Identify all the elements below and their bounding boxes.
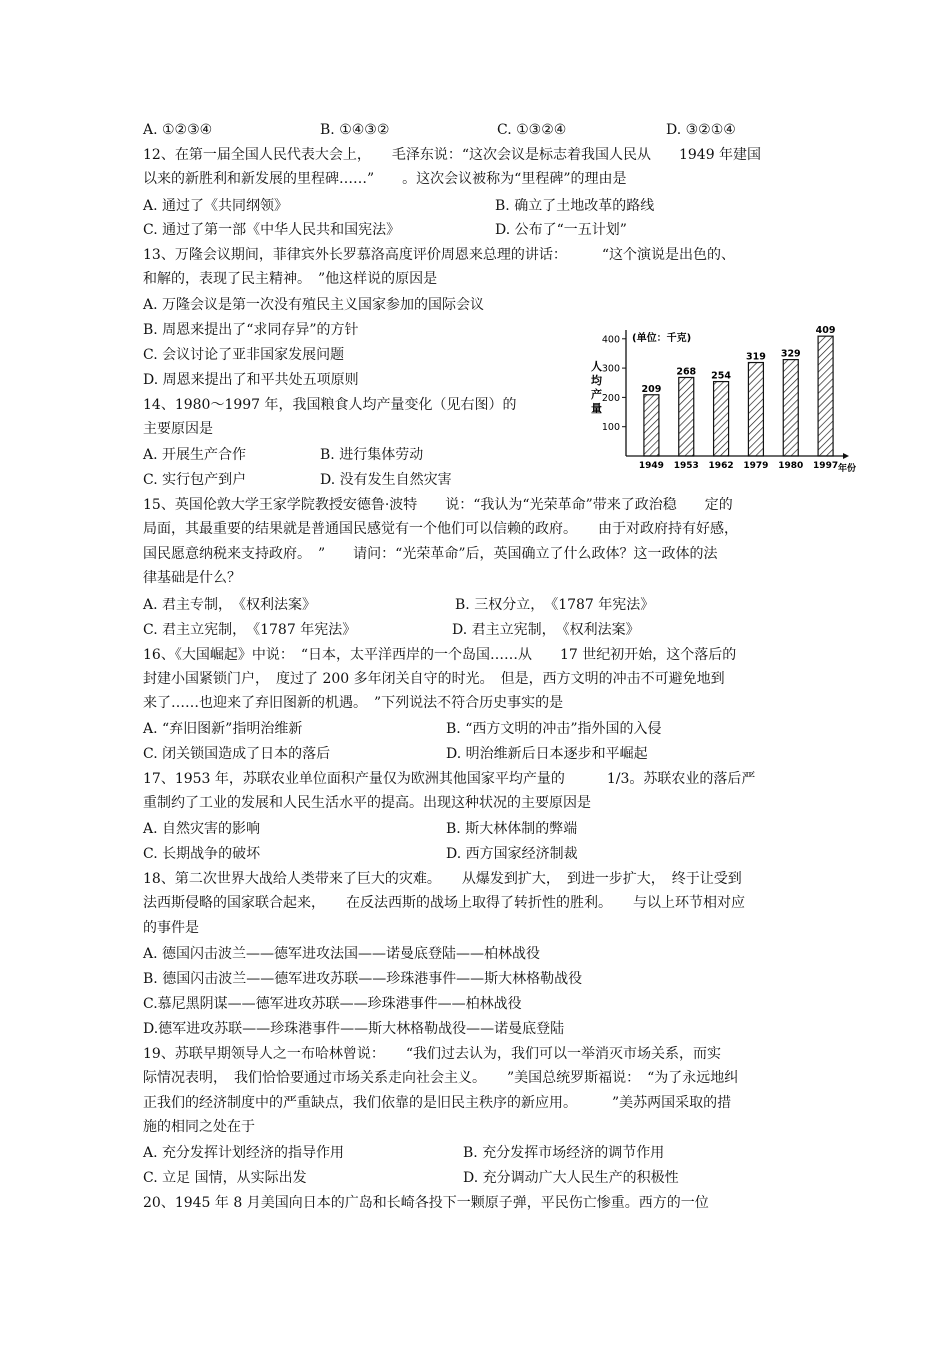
q16-option-d: D. 明治维新后日本逐步和平崛起: [446, 746, 648, 762]
q13-option-a: A. 万隆会议是第一次没有殖民主义国家参加的国际会议: [143, 297, 485, 313]
q13-line-2: 和解的，表现了民主精神。 ”他这样说的原因是: [143, 271, 438, 287]
q18-line-2: 法西斯侵略的国家联合起来， 在反法西斯的战场上取得了转折性的胜利。 与以上环节相对应: [143, 895, 745, 911]
q16-option-a: A. “弃旧图新”指明治维新: [143, 721, 303, 737]
q18-option-a: A. 德国闪击波兰——德军进攻法国——诺曼底登陆——柏林战役: [143, 946, 541, 962]
q13-line-1: 13、万隆会议期间，菲律宾外长罗慕洛高度评价周恩来总理的讲话： “这个演说是出色的、: [143, 247, 735, 263]
q19-line-4: 施的相同之处在于: [143, 1119, 255, 1135]
chart-x-arrow: [843, 453, 849, 459]
chart-bar-value-label: 254: [711, 370, 732, 382]
q11-option-c: C. ①③②④: [497, 122, 567, 138]
q18-option-c: C.慕尼黑阴谋——德军进攻苏联——珍珠港事件——柏林战役: [143, 996, 522, 1012]
q16-line-3: 来了……也迎来了弃旧图新的机遇。 ”下列说法不符合历史事实的是: [143, 695, 564, 711]
q16-line-2: 封建小国紧锁门户， 度过了 200 多年闭关自守的时光。 但是，西方文明的冲击不可避免地到: [143, 671, 725, 687]
chart-x-tick-label: 1997: [813, 461, 839, 471]
chart-y-tick-label: 400: [601, 334, 620, 346]
q19-line-3: 正我们的经济制度中的严重缺点，我们依靠的是旧民主秩序的新应用。 ”美苏两国采取的措: [143, 1095, 732, 1111]
q19-option-c: C. 立足 国情，从实际出发: [143, 1170, 307, 1186]
chart-bar: [679, 377, 694, 456]
q14-option-b: B. 进行集体劳动: [320, 447, 424, 463]
q18-line-1: 18、第二次世界大战给人类带来了巨大的灾难。 从爆发到扩大， 到进一步扩大， 终于让受到: [143, 871, 742, 887]
q12-option-c: C. 通过了第一部《中华人民共和国宪法》: [143, 222, 401, 238]
q15-line-1: 15、英国伦敦大学王家学院教授安德鲁·波特 说：“我认为“光荣革命”带来了政治稳 定的: [143, 497, 733, 513]
q14-option-a: A. 开展生产合作: [143, 447, 247, 463]
q15-option-b: B. 三权分立， 《1787 年宪法》: [455, 597, 655, 613]
chart-ylabel-char: 产: [591, 388, 602, 401]
q11-option-a: A. ①②③④: [143, 122, 213, 138]
q17-option-a: A. 自然灾害的影响: [143, 821, 261, 837]
q12-line-2: 以来的新胜利和新发展的里程碑……” 。这次会议被称为“里程碑”的理由是: [143, 171, 627, 187]
q13-option-d: D. 周恩来提出了和平共处五项原则: [143, 372, 359, 388]
chart-bar: [818, 336, 833, 456]
q12-line-1: 12、在第一届全国人民代表大会上， 毛泽东说：“这次会议是标志着我国人民从 1949 年建国: [143, 147, 762, 163]
q15-option-c: C. 君主立宪制， 《1787 年宪法》: [143, 622, 357, 638]
q13-option-b: B. 周恩来提出了“求同存异”的方针: [143, 322, 359, 338]
grain-per-capita-chart: [588, 326, 864, 476]
q12-option-b: B. 确立了土地改革的路线: [495, 198, 655, 214]
q15-line-4: 律基础是什么？: [143, 570, 241, 586]
q12-option-d: D. 公布了“一五计划”: [495, 222, 627, 238]
chart-bar-value-label: 268: [676, 366, 697, 378]
q14-option-c: C. 实行包产到户: [143, 472, 247, 488]
q12-option-a: A. 通过了《共同纲领》: [143, 198, 289, 214]
chart-y-tick-label: 300: [601, 363, 620, 375]
q17-option-b: B. 斯大林体制的弊端: [446, 821, 578, 837]
q16-option-b: B. “西方文明的冲击”指外国的入侵: [446, 721, 662, 737]
q19-line-1: 19、苏联早期领导人之一布哈林曾说： “我们过去认为，我们可以一举消灭市场关系，而实: [143, 1046, 721, 1062]
chart-bar: [644, 395, 659, 456]
chart-x-tick-label: 1962: [708, 461, 734, 471]
q17-option-d: D. 西方国家经济制裁: [446, 846, 578, 862]
q16-line-1: 16、《大国崛起》中说： “日本，太平洋西岸的一个岛国……从 17 世纪初开始，这个落后的: [143, 647, 737, 663]
chart-x-tick-label: 1949: [638, 461, 664, 471]
chart-bar-value-label: 209: [641, 383, 662, 395]
q15-option-d: D. 君主立宪制， 《权利法案》: [452, 622, 640, 638]
q14-line-1: 14、1980～1997 年，我国粮食人均产量变化（见右图）的: [143, 397, 517, 413]
chart-bar: [714, 382, 729, 456]
chart-bar-value-label: 329: [780, 348, 801, 360]
chart-ylabel-char: 量: [591, 402, 602, 415]
chart-x-tick-label: 1953: [673, 461, 699, 471]
chart-ylabel-char: 均: [591, 374, 602, 387]
chart-bar-value-label: 409: [815, 326, 836, 337]
q18-option-b: B. 德国闪击波兰——德军进攻苏联——珍珠港事件——斯大林格勒战役: [143, 971, 583, 987]
q15-option-a: A. 君主专制， 《权利法案》: [143, 597, 317, 613]
q16-option-c: C. 闭关锁国造成了日本的落后: [143, 746, 331, 762]
chart-bar-value-label: 319: [745, 351, 766, 363]
q20-line-1: 20、1945 年 8 月美国向日本的广岛和长崎各投下一颗原子弹，平民伤亡惨重。西方的一位: [143, 1195, 709, 1211]
q18-option-d: D.德军进攻苏联——珍珠港事件——斯大林格勒战役——诺曼底登陆: [143, 1021, 565, 1037]
q11-option-d: D. ③②①④: [666, 122, 736, 138]
chart-x-tick-label: 1980: [778, 461, 804, 471]
chart-xlabel: 年份: [838, 464, 857, 474]
q11-option-b: B. ①④③②: [320, 122, 390, 138]
chart-y-tick-label: 200: [601, 392, 620, 404]
q17-option-c: C. 长期战争的破坏: [143, 846, 261, 862]
q17-line-1: 17、1953 年，苏联农业单位面积产量仅为欧洲其他国家平均产量的 1/3。苏联农业的落后严: [143, 771, 756, 787]
q19-line-2: 际情况表明， 我们恰恰要通过市场关系走向社会主义。 ”美国总统罗斯福说： “为了永远地纠: [143, 1070, 739, 1086]
q17-line-2: 重制约了工业的发展和人民生活水平的提高。出现这种状况的主要原因是: [143, 795, 591, 811]
chart-bar: [783, 360, 798, 456]
chart-unit-label: (单位：千克): [632, 333, 692, 344]
chart-bar: [748, 363, 763, 456]
chart-ylabel-char: 人: [591, 360, 602, 373]
q18-line-3: 的事件是: [143, 920, 199, 936]
q14-option-d: D. 没有发生自然灾害: [320, 472, 452, 488]
q14-line-2: 主要原因是: [143, 421, 213, 437]
q19-option-a: A. 充分发挥计划经济的指导作用: [143, 1145, 345, 1161]
q19-option-b: B. 充分发挥市场经济的调节作用: [463, 1145, 665, 1161]
q13-option-c: C. 会议讨论了亚非国家发展问题: [143, 347, 345, 363]
q15-line-2: 局面，其最重要的结果就是普通国民感觉有一个他们可以信赖的政府。 由于对政府持有好感，: [143, 521, 738, 537]
chart-y-tick-label: 100: [601, 422, 620, 434]
q15-line-3: 国民愿意纳税来支持政府。 ” 请问：“光荣革命”后，英国确立了什么政体？这一政体的法: [143, 546, 718, 562]
q19-option-d: D. 充分调动广大人民生产的积极性: [463, 1170, 679, 1186]
chart-x-tick-label: 1979: [743, 461, 769, 471]
